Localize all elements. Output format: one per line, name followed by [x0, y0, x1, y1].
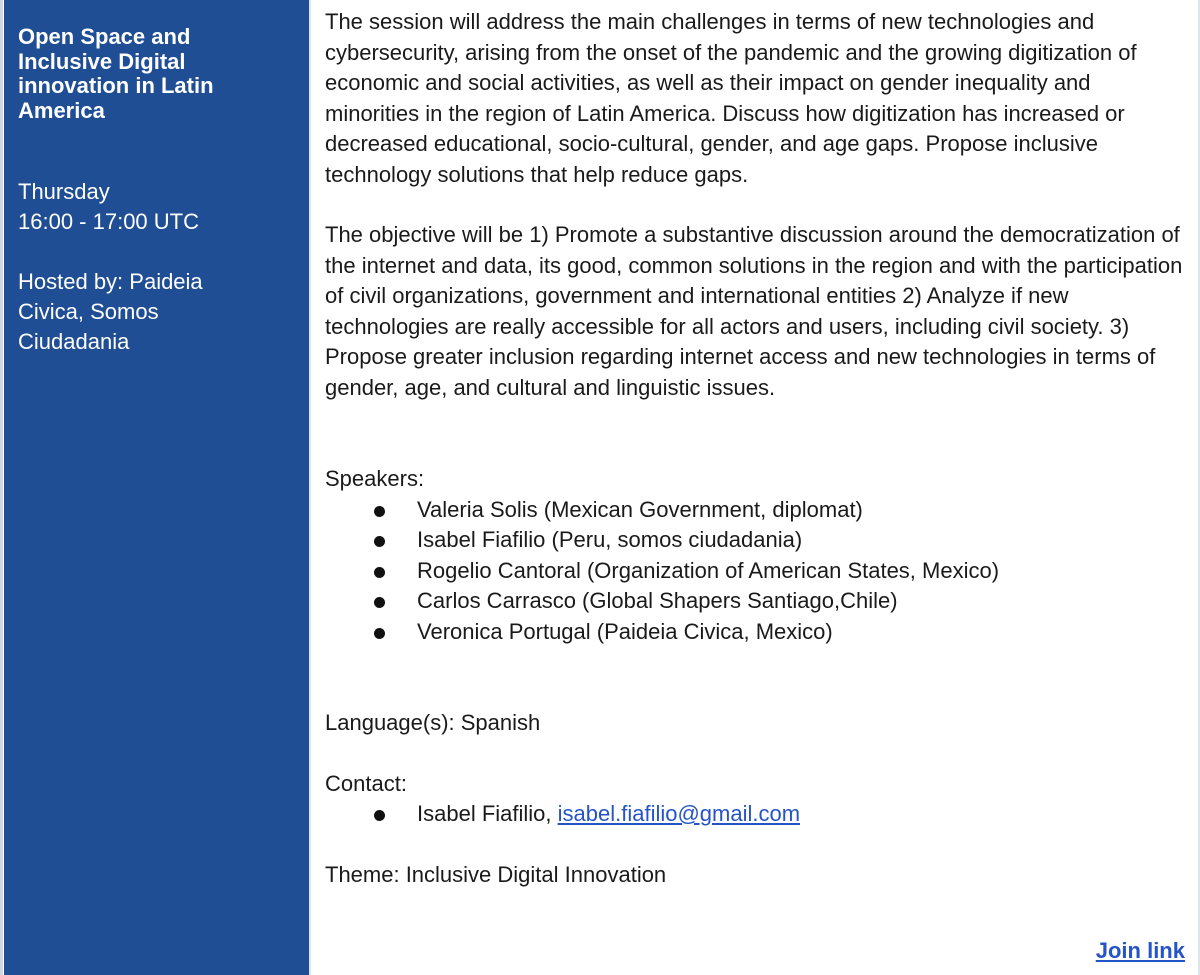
speaker-name: Rogelio Cantoral (Organization of American States, Mexico) — [417, 557, 1000, 583]
bullet-icon — [374, 628, 385, 639]
contact-label: Contact: — [325, 770, 407, 796]
description-paragraph-1: The session will address the main challenges in terms of new technologies and cybersecurity, arising from the onset of the pandemic and the growing digitization of economic and social activities, as well as their impact on gender inequality and minorities in the region of Latin America. Discuss how digitization has increased or decreased educational, socio-cultural, gender, and age gaps. Propose inclusive technology solutions that help reduce gaps. — [325, 9, 1137, 187]
speaker-item — [325, 617, 1190, 648]
contact-name: Isabel Fiafilio, — [417, 801, 558, 826]
session-day: Thursday — [18, 179, 110, 204]
theme-info: Theme: Inclusive Digital Innovation — [325, 861, 667, 887]
column-divider — [309, 0, 311, 975]
speaker-name: Carlos Carrasco (Global Shapers Santiago,Chile) — [417, 588, 898, 613]
language-info: Language(s): Spanish — [325, 710, 541, 735]
table-border-left — [0, 0, 3, 975]
speaker-name: Veronica Portugal (Paideia Civica, Mexico) — [417, 618, 833, 644]
speaker-item — [325, 586, 1190, 617]
speaker-item — [325, 556, 1190, 587]
speaker-item — [325, 495, 1190, 526]
session-time: 16:00 - 17:00 UTC — [18, 209, 199, 234]
speakers-label: Speakers: — [325, 466, 425, 491]
speaker-name: Valeria Solis (Mexican Government, diplomat) — [417, 496, 863, 522]
contact-item — [325, 799, 1190, 830]
speaker-item — [325, 525, 1190, 556]
bullet-icon — [374, 810, 385, 821]
bullet-icon — [374, 597, 385, 608]
speakers-list — [325, 495, 1190, 648]
session-title: Open Space and Inclusive Digital innovation in Latin America — [18, 24, 214, 123]
contact-list — [325, 799, 1190, 830]
join-link[interactable]: Join link — [1095, 938, 1185, 963]
bullet-icon — [374, 536, 385, 547]
contact-email-link[interactable]: isabel.fiafilio@gmail.com — [557, 801, 801, 826]
session-details — [325, 7, 1190, 890]
bullet-icon — [374, 506, 385, 517]
speaker-name: Isabel Fiafilio (Peru, somos ciudadania) — [417, 527, 803, 552]
session-sidebar — [4, 0, 309, 975]
bullet-icon — [374, 567, 385, 578]
session-host: Hosted by: Paideia Civica, Somos Ciudadania — [18, 269, 203, 354]
description-paragraph-2: The objective will be 1) Promote a substantive discussion around the democratization of the internet and data, its good, common solutions in the region and with the participation of civil organizations, government and international entities 2) Analyze if new technologies are really accessible for all actors and users, including civil society. 3) Propose greater inclusion regarding internet access and new technologies in terms of gender, age, and cultural and linguistic issues. — [325, 222, 1183, 400]
